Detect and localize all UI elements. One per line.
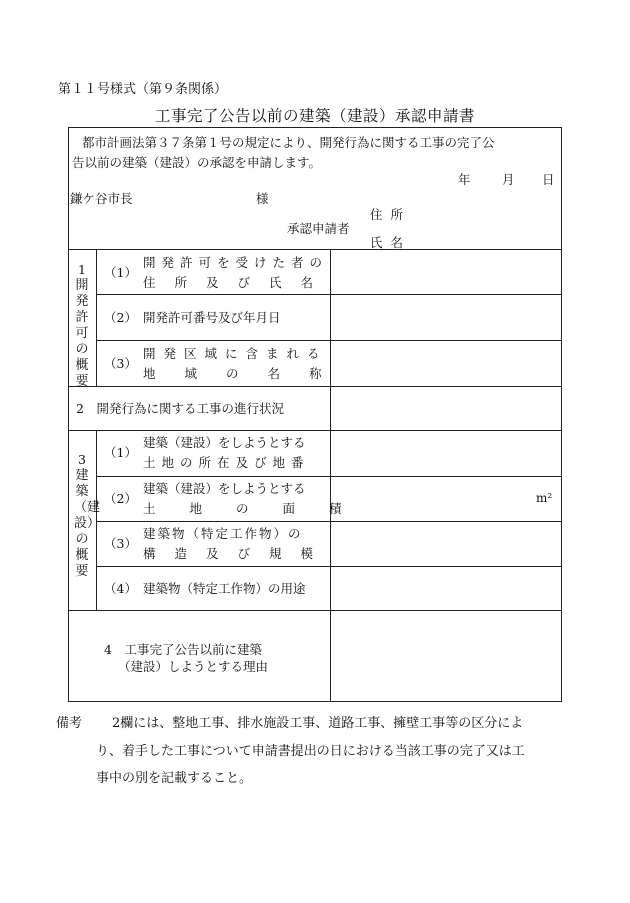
s1-row1-line2: 住所及び氏名 — [143, 275, 333, 290]
table-divider — [330, 249, 331, 702]
section1-header — [74, 262, 90, 390]
section2-label: 2 開発行為に関する工事の進行状況 — [76, 401, 284, 416]
s1-row2-line1: 開発許可番号及び年月日 — [143, 310, 281, 325]
s3-row3-line1: 建築物（特定工作物）の — [143, 526, 303, 541]
section3-header — [74, 452, 101, 580]
form-number: 第１１号様式（第９条関係） — [58, 82, 228, 97]
table-divider — [68, 430, 562, 431]
date-month-label: 月 — [502, 172, 515, 187]
applicant-label: 承認申請者 — [287, 221, 350, 236]
table-divider — [68, 249, 562, 250]
form-title: 工事完了公告以前の建築（建設）承認申請書 — [154, 107, 475, 125]
section4-line-1: 4 工事完了公告以前に建築 — [104, 642, 262, 657]
addressee: 鎌ケ谷市長 — [70, 191, 133, 206]
area-unit: m² — [536, 491, 553, 505]
remarks-line-2: り、着手した工事について申請書提出の日における当該工事の完了又は工 — [96, 744, 525, 759]
s3-row4-num: （4） — [104, 581, 137, 596]
date-year-label: 年 — [458, 172, 471, 187]
honorific: 様 — [256, 191, 269, 206]
s3-row3-num: （3） — [104, 536, 137, 551]
table-divider — [68, 610, 562, 611]
date-day-label: 日 — [542, 172, 555, 187]
table-divider — [68, 386, 562, 387]
s1-row1-line1: 開発許可を受けた者の — [143, 255, 329, 270]
table-divider — [96, 249, 97, 386]
s1-row3-line2: 地域の名称 — [143, 366, 351, 381]
table-divider — [96, 476, 562, 477]
s3-row1-line1: 建築（建設）をしようとする — [143, 435, 306, 450]
s3-row2-num: （2） — [104, 491, 137, 506]
s1-row1-num: （1） — [104, 265, 137, 280]
table-divider — [96, 294, 562, 295]
intro-line-2: 告以前の建築（建設）の承認を申請します。 — [72, 155, 322, 170]
table-divider — [96, 566, 562, 567]
table-divider — [96, 340, 562, 341]
section3-title: 建築（建設）の概要 — [74, 468, 101, 579]
s3-row3-line2: 構造及び規模 — [143, 546, 333, 561]
s3-row4-line1: 建築物（特定工作物）の用途 — [143, 581, 306, 596]
remarks-line-3: 事中の別を記載すること。 — [96, 771, 253, 786]
s1-row2-num: （2） — [104, 310, 137, 325]
s3-row2-line2: 土地の面積 — [143, 501, 376, 516]
remarks-line-1: 2欄には、整地工事、排水施設工事、道路工事、擁壁工事等の区分によ — [112, 716, 524, 731]
intro-line-1: 都市計画法第３７条第１号の規定により、開発行為に関する工事の完了公 — [82, 135, 495, 150]
name-label: 氏名 — [370, 235, 412, 250]
s1-row3-num: （3） — [104, 356, 137, 371]
section1-number: 1 — [78, 262, 86, 277]
section1-title: 開発許可の概要 — [75, 278, 89, 389]
section3-number: 3 — [78, 452, 86, 467]
table-divider — [96, 521, 562, 522]
s3-row1-line2: 土地の所在及び地番 — [143, 455, 310, 470]
address-label: 住所 — [370, 207, 412, 222]
remarks-label: 備考 — [56, 716, 83, 731]
section4-line-2: （建設）しようとする理由 — [118, 659, 269, 674]
s3-row2-line1: 建築（建設）をしようとする — [143, 481, 306, 496]
s1-row3-line1: 開発区域に含まれる — [143, 346, 328, 361]
s3-row1-num: （1） — [104, 445, 137, 460]
